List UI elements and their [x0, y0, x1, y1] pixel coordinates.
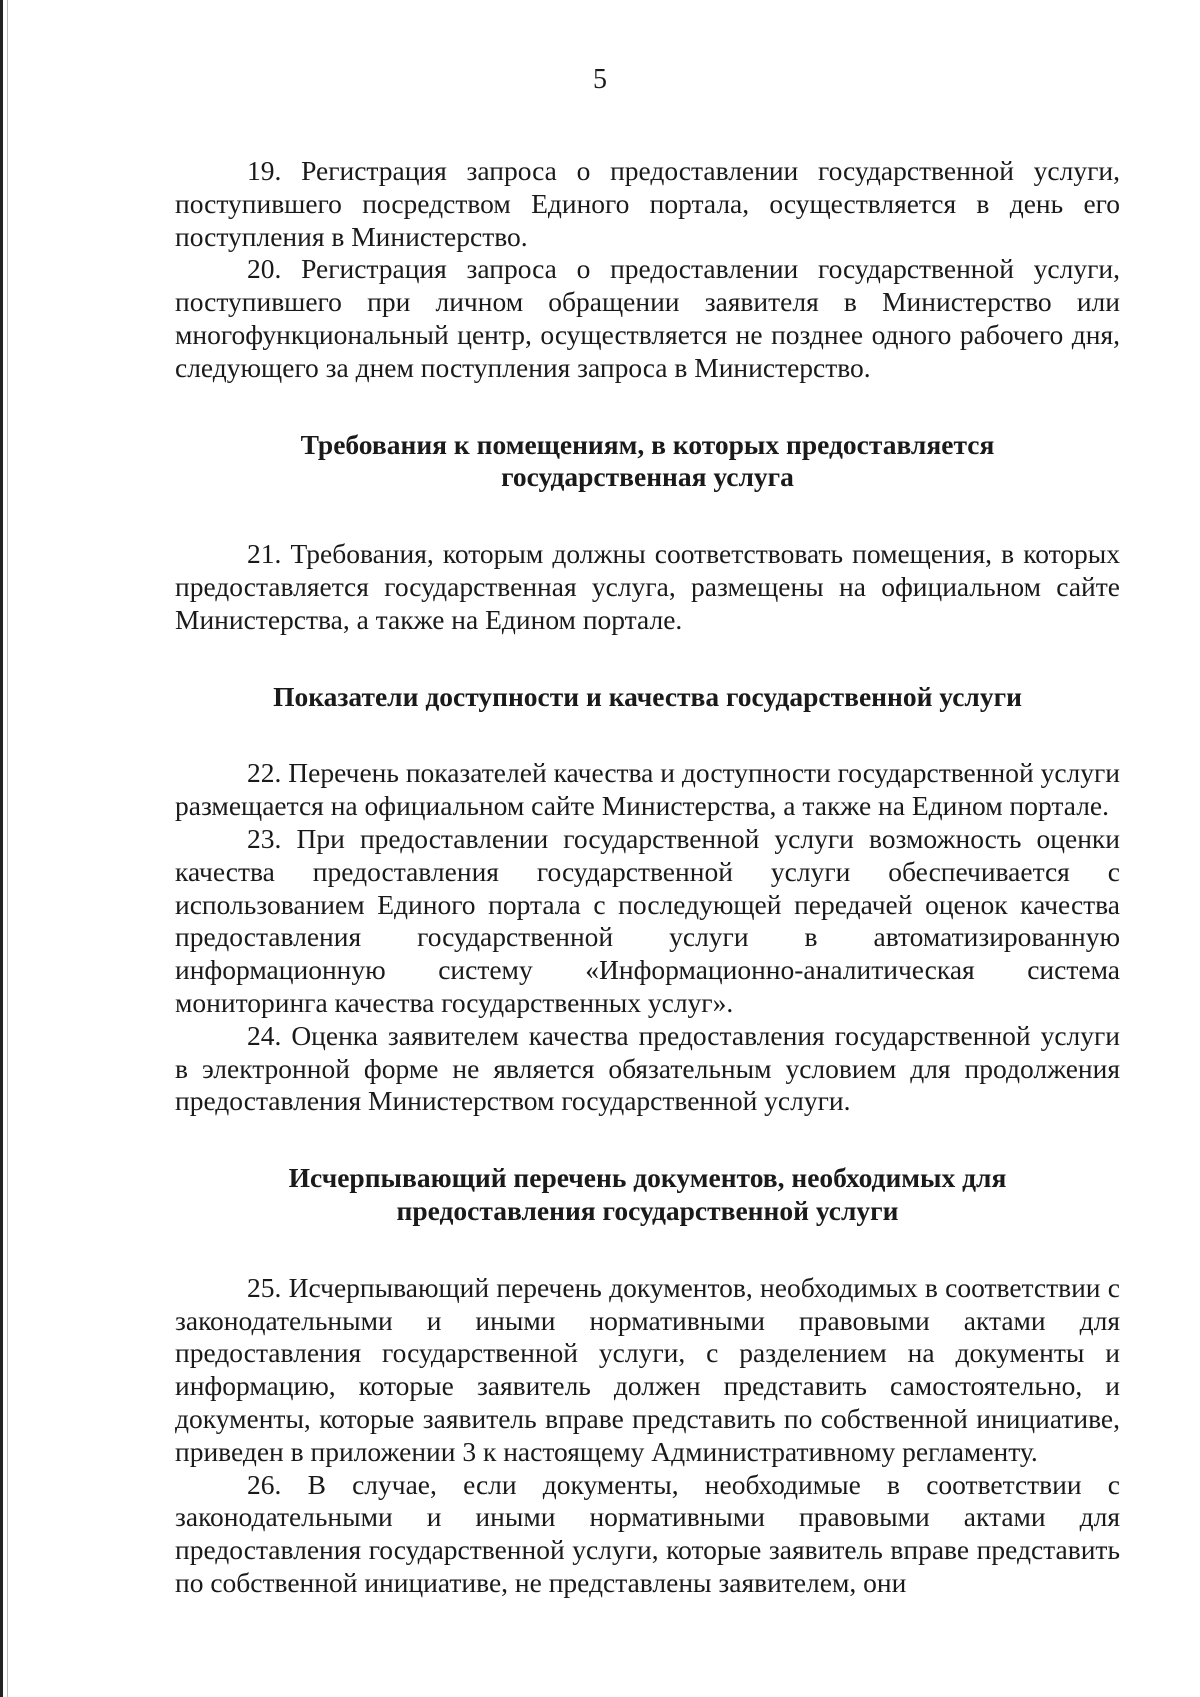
paragraph-20: 20. Регистрация запроса о предоставлении государственной услуги, поступившего при личном обращении заявителя в Министерство или многофункциональный центр, осуществляется не позднее одного рабочего дня, следующего за днем поступления запроса в Министерство. — [175, 253, 1120, 383]
section-heading-quality-indicators — [175, 681, 1120, 714]
page-edge-line — [7, 0, 8, 1697]
heading-line: предоставления государственной услуги — [396, 1194, 899, 1226]
paragraph-21: 21. Требования, которым должны соответствовать помещения, в которых предоставляется государственная услуга, размещены на официальном сайте Министерства, а также на Едином портале. — [175, 538, 1120, 635]
section-heading-documents-list — [175, 1162, 1120, 1228]
paragraph-22: 22. Перечень показателей качества и доступности государственной услуги размещается на официальном сайте Министерства, а также на Едином портале. — [175, 757, 1120, 822]
heading-line: государственная услуга — [501, 461, 794, 493]
page-number: 5 — [593, 64, 607, 95]
heading-line: Исчерпывающий перечень документов, необходимых для — [288, 1162, 1007, 1194]
paragraph-26: 26. В случае, если документы, необходимые в соответствии с законодательными и иными нормативными правовыми актами для предоставления государственной услуги, которые заявитель вправе представить по собственной инициативе, не представлены заявителем, они — [175, 1468, 1120, 1598]
paragraph-25: 25. Исчерпывающий перечень документов, необходимых в соответствии с законодательными и иными нормативными правовыми актами для предоставления государственной услуги, с разделением на документы и информацию, которые заявитель должен представить самостоятельно, и документы, которые заявитель вправе представить по собственной инициативе, приведен в приложении 3 к настоящему Административному регламенту. — [175, 1271, 1120, 1467]
paragraph-24: 24. Оценка заявителем качества предоставления государственной услуги в электронной форме не является обязательным условием для продолжения предоставления Министерством государственной услуги. — [175, 1019, 1120, 1117]
section-heading-premises — [175, 429, 1120, 495]
paragraph-19: 19. Регистрация запроса о предоставлении государственной услуги, поступившего посредством Единого портала, осуществляется в день его поступления в Министерство. — [175, 155, 1120, 252]
document-body — [175, 155, 1120, 1600]
page-edge-shadow — [0, 0, 3, 1697]
heading-line: Показатели доступности и качества государственной услуги — [273, 680, 1022, 712]
heading-line: Требования к помещениям, в которых предоставляется — [300, 428, 995, 460]
paragraph-23: 23. При предоставлении государственной услуги возможность оценки качества предоставления государственной услуги обеспечивается с использованием Единого портала с последующей передачей оценок качества предоставления государственной услуги в автоматизированную информационную систему «Информационно-аналитическая система мониторинга качества государственных услуг». — [175, 822, 1120, 1018]
